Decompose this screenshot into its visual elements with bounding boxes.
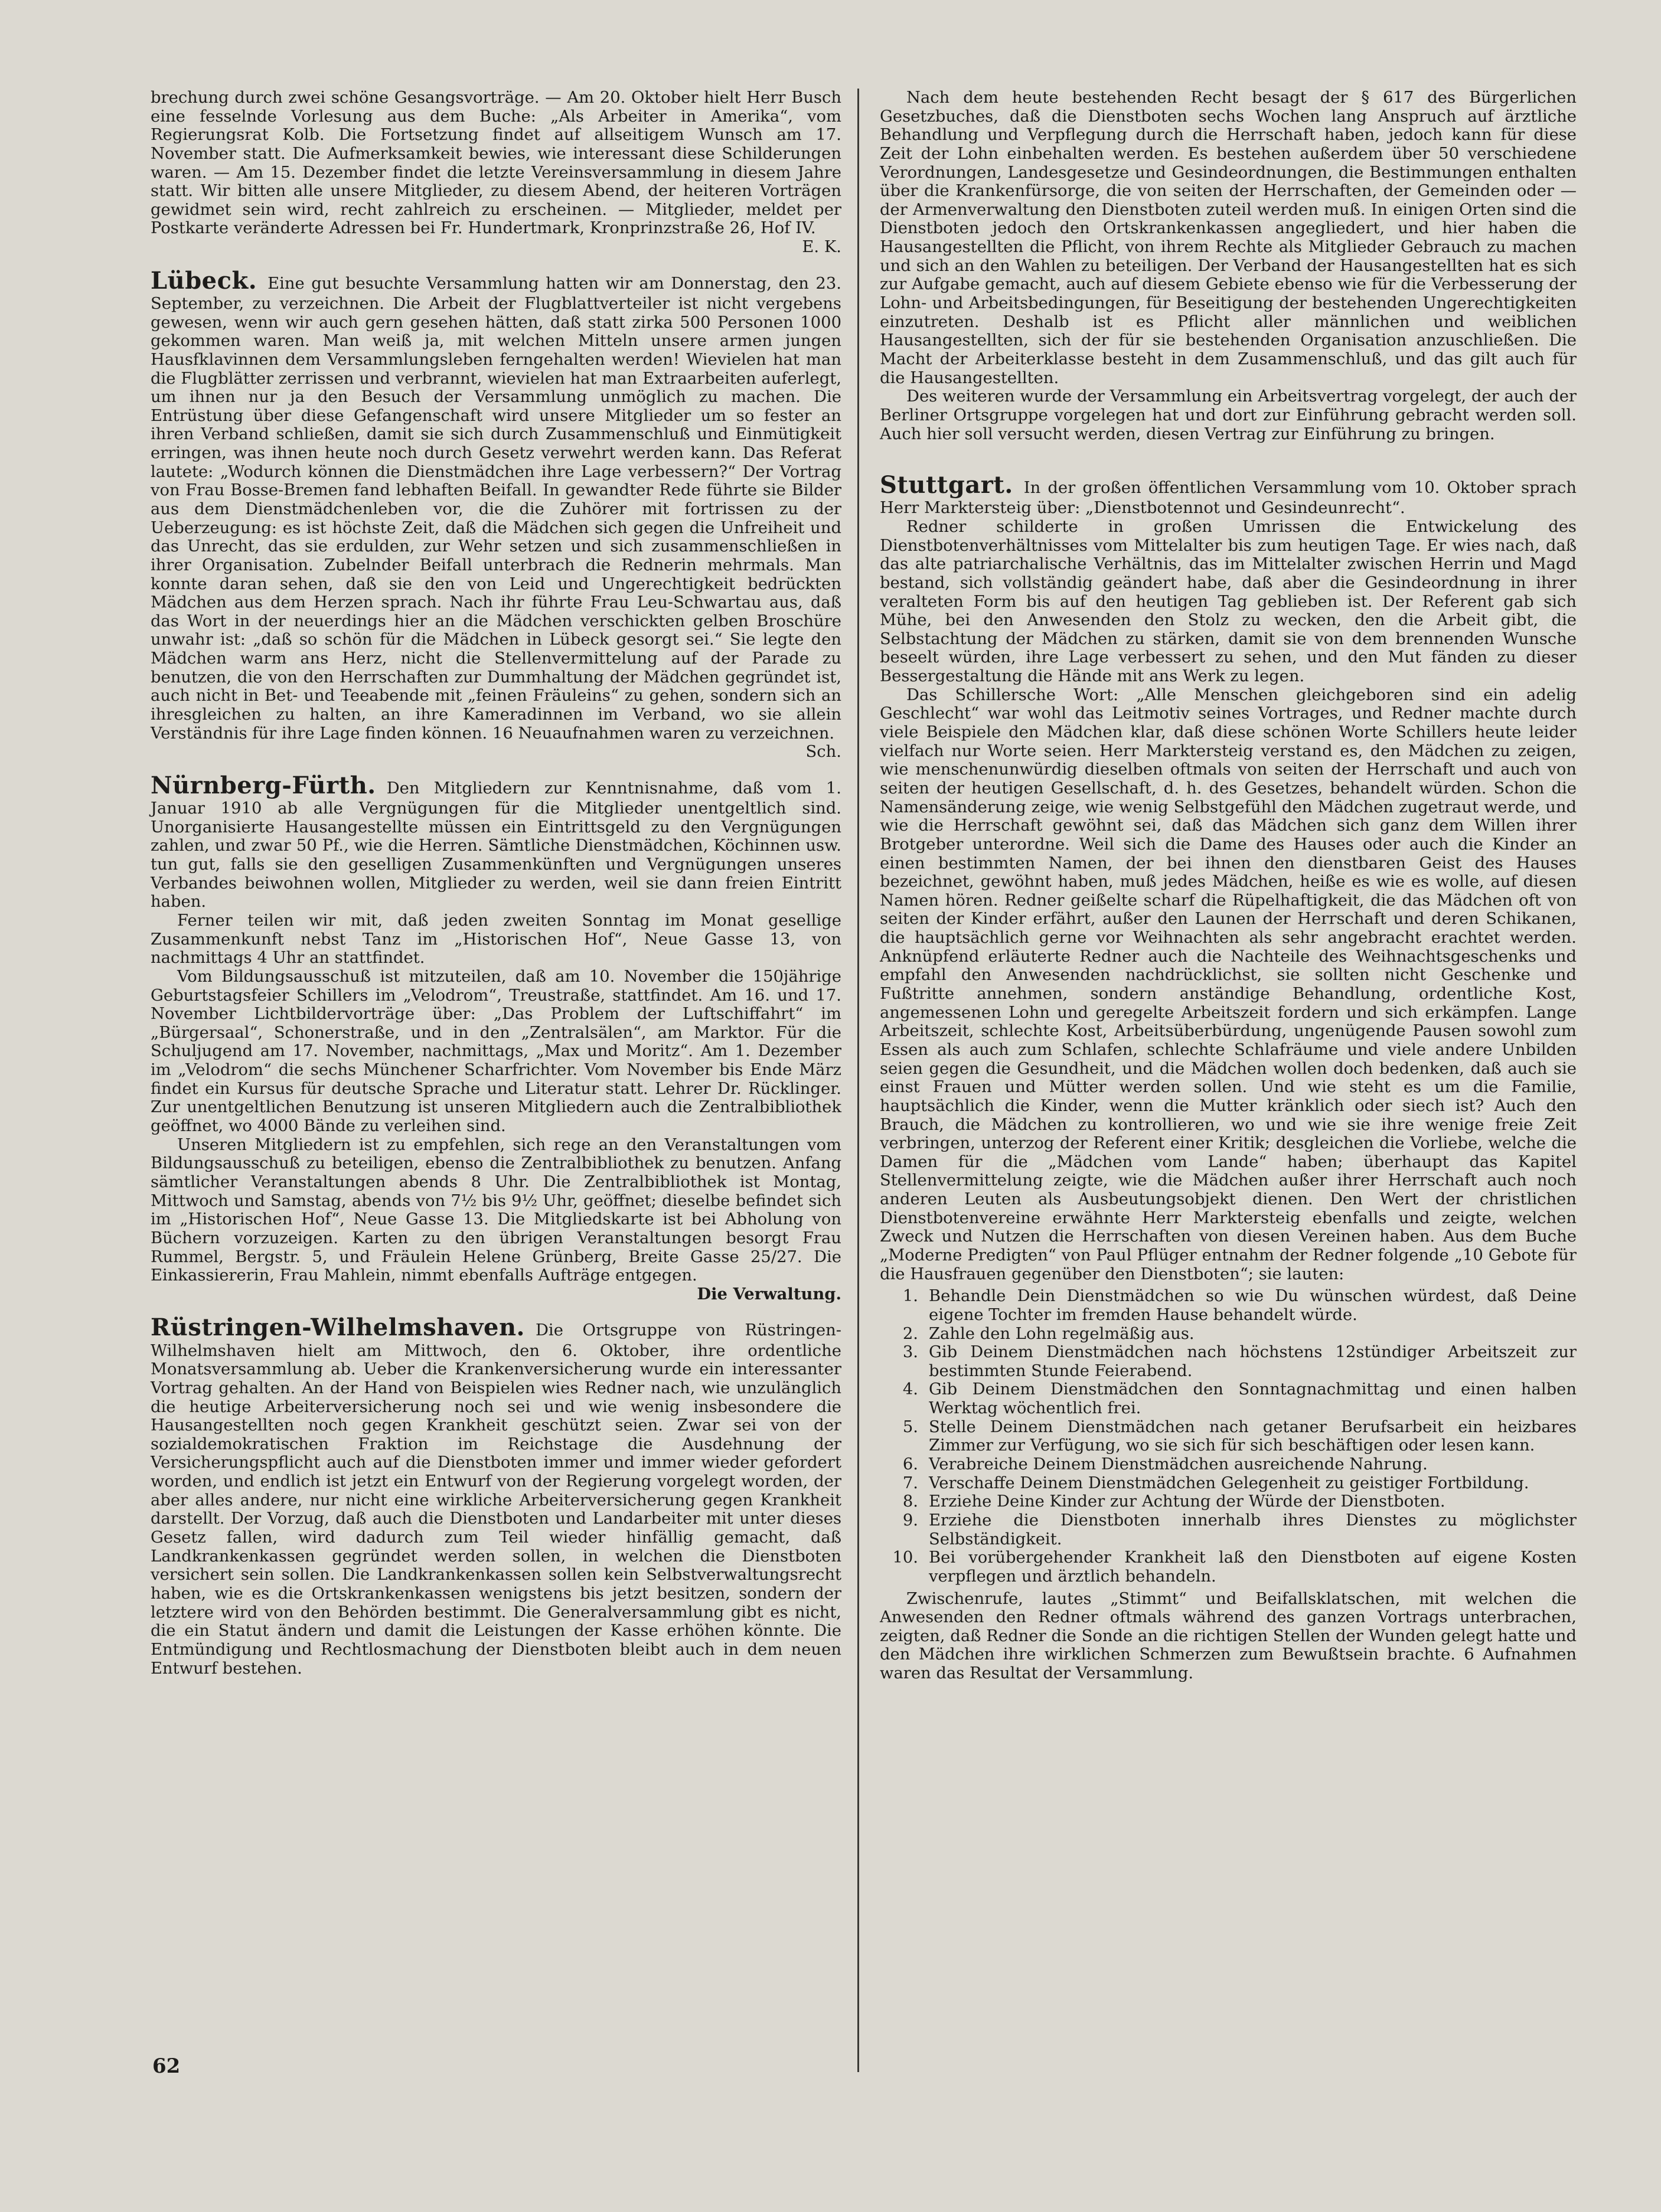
ruestringen-text: Die Ortsgruppe von Rüstringen-Wilhelmshaven hielt am Mittwoch, den 6. Oktober, ihre ordentliche Monatsversammlung ab. Ueber die Krankenversicherung wurde ein interessanter Vortrag gehalten. An der Hand von Beispielen wies Redner nach, wie unzulänglich die heutige Arbeiterversicherung noch sei und wie wenig insbesondere die Hausangestellten noch gegen Krankheit geschützt seien. Zwar sei von der sozialdemokratischen Fraktion im Reichstage die Ausdehnung der Versicherungspflicht auch auf die Dienstboten immer und immer wieder gefordert worden, und endlich ist jetzt ein Entwurf von der Regierung vorgelegt worden, der aber alles andere, nur nicht eine wirkliche Arbeiterversicherung gegen Krankheit darstellt. Der Vorzug, daß auch die Dienstboten und Landarbeiter mit unter dieses Gesetz fallen, wird dadurch zum Teil wieder hinfällig gemacht, daß Landkrankenkassen gegründet werden sollen, in welchen die Dienstboten versichert sein sollen. Die Landkrankenkassen sollen kein Selbstverwaltungsrecht haben, wie es die Ortskrankenkassen wenigstens bis jetzt besitzen, sondern der letztere wird von den Behörden bestimmt. Die Generalversammlung gibt es nicht, die ein Statut ändern und damit die Leistungen der Kasse erhöhen könnte. Die Entmündigung und Rechtlosmachung der Dienstboten bleibt auch in dem neuen Entwurf bestehen. [151,1321,841,1678]
right-paragraph-2: Des weiteren wurde der Versammlung ein Arbeitsvertrag vorgelegt, der auch der Berliner Ortsgruppe vorgelegen hat und dort zur Einführung gebracht werden soll. Auch hier soll versucht werden, diesen Vertrag zur Einführung zu bringen. [880,387,1577,443]
section-stuttgart [880,472,1577,1683]
nuernberg-paragraph-1 [151,772,841,911]
list-item: 1. Behandle Dein Dienstmädchen so wie Du wünschen würdest, daß Deine eigene Tochter im fremden Hause behandelt würde. [902,1287,1577,1324]
luebeck-signature: Sch. [805,743,841,762]
list-item: 8. Erziehe Deine Kinder zur Achtung der Würde der Dienstboten. [902,1492,1445,1511]
list-item: 6. Verabreiche Deinem Dienstmädchen ausreichende Nahrung. [902,1455,1428,1474]
ruestringen-report [151,1314,841,1678]
luebeck-text: Eine gut besuchte Versammlung hatten wir am Donnerstag, den 23. September, zu verzeichnen. Die Arbeit der Flugblattverteiler ist nicht vergebens gewesen, wenn wir auch gern gesehen hätten, daß statt zirka 500 Personen 1000 gekommen waren. Man weiß ja, mit welchen Mitteln unsere armen jungen Hausfklavinnen dem Versammlungsleben ferngehalten werden! Wievielen hat man die Flugblätter zerrissen und verbrannt, wievielen hat man Extraarbeiten auferlegt, um ihnen nur ja den Besuch der Versammlung unmöglich zu machen. Die Entrüstung über diese Gefangenschaft wird unsere Mitglieder um so fester an ihren Verband schließen, damit sie sich durch Zusammenschluß und Einmütigkeit erringen, was ihnen heute noch durch Gesetz verwehrt werden kann. Das Referat lautete: „Wodurch können die Dienstmädchen ihre Lage verbessern?“ Der Vortrag von Frau Bosse-Bremen fand lebhaften Beifall. In gewandter Rede führte sie Bilder aus dem Dienstmädchenleben vor, die die Zuhörer mit fortrissen zu der Ueberzeugung: es ist höchste Zeit, daß die Mädchen sich gegen die Unfreiheit und das Unrecht, das sie erdulden, zur Wehr setzen und sich zusammenschließen in ihrer Organisation. Zubelnder Beifall unterbrach die Rednerin mehrmals. Man konnte daran sehen, daß sie den von Leid und Ungerechtigkeit bedrückten Mädchen aus dem Herzen sprach. Nach ihr führte Frau Leu-Schwartau aus, daß das Wort in der neuerdings hier an die Mädchen verschickten gelben Broschüre unwahr ist: „daß so schön für die Mädchen in Lübeck gesorgt sei.“ Sie legte den Mädchen warm ans Herz, nicht die Stellenvermittelung auf der Parade zu benutzen, die von den Herrschaften zur Dummhaltung der Mädchen gegründet ist, auch nicht in Bet- und Teeabende mit „feinen Fräuleins“ zu gehen, sondern sich an ihresgleichen zu halten, an ihre Kameradinnen im Verband, wo sie allein Verständnis für ihre Lage finden können. 16 Neuaufnahmen waren zu verzeichnen. [151,274,841,743]
heading-luebeck: Lübeck. [151,266,257,295]
nuernberg-paragraph-4: Unseren Mitgliedern ist zu empfehlen, sich rege an den Veranstaltungen vom Bildungsausschuß zu beteiligen, ebenso die Zentralbibliothek zu benutzen. Anfang sämtlicher Veranstaltungen abends 8 Uhr. Die Zentralbibliothek ist Montag, Mittwoch und Samstag, abends von 7½ bis 9½ Uhr, geöffnet; dieselbe befindet sich im „Historischen Hof“, Neue Gasse 13. Die Mitgliedskarte ist bei Abholung von Büchern vorzuzeigen. Karten zu den übrigen Veranstaltungen besorgt Frau Rummel, Bergstr. 5, und Fräulein Helene Grünberg, Breite Gasse 25/27. Die Einkassiererin, Frau Mahlein, nimmt ebenfalls Aufträge entgegen. [151,1135,841,1285]
nuernberg-paragraph-3: Vom Bildungsausschuß ist mitzuteilen, daß am 10. November die 150jährige Geburtstagsfeier Schillers im „Velodrom“, Treustraße, stattfindet. Am 16. und 17. November Lichtbildervorträge über: „Das Problem der Luftschiffahrt“ im „Bürgersaal“, Schonerstraße, und in den „Zentralsälen“, am Marktor. Für die Schuljugend am 17. November, nachmittags, „Max und Moritz“. Am 1. Dezember im „Velodrom“ die sechs Münchener Scharfrichter. Vom November bis Ende März findet ein Kursus für deutsche Sprache und Literatur statt. Lehrer Dr. Rücklinger. Zur unentgeltlichen Benutzung ist unseren Mitgliedern auch die Zentralbibliothek geöffnet, wo 4000 Bände zu verleihen sind. [151,967,841,1136]
section-ruestringen [151,1314,841,1678]
list-item: 10. Bei vorübergehender Krankheit laß den Dienstboten auf eigene Kosten verpflegen und ärztlich behandeln. [892,1548,1577,1586]
page-number: 62 [152,2054,181,2078]
stuttgart-paragraph-2: Redner schilderte in großen Umrissen die Entwickelung des Dienstbotenverhältnisses vom Mittelalter bis zum heutigen Tage. Er wies nach, daß das alte patriarchalische Verhältnis, das im Mittelalter zwischen Herrin und Magd bestand, sich vollständig geändert habe, daß aber die Gesindeordnung in ihrer veralteten Form bis auf den heutigen Tag geblieben ist. Der Referent gab sich Mühe, bei den Anwesenden den Stolz zu wecken, den die Arbeit gibt, die Selbstachtung der Mädchen zu stärken, damit sie von dem brennenden Wunsche beseelt würden, ihre Lage verbessert zu sehen, und den Mut fänden zu dieser Bessergestaltung die Hände mit ans Werk zu legen. [880,518,1577,686]
heading-ruestringen: Rüstringen-Wilhelmshaven. [151,1314,525,1342]
stuttgart-text-1: In der großen öffentlichen Versammlung vom 10. Oktober sprach Herr Marktersteig über: „Dienstbotennot und Gesindeunrecht“. [880,479,1577,518]
list-item: 3. Gib Deinem Dienstmädchen nach höchstens 12stündiger Arbeitszeit zur bestimmten Stunde Feierabend. [902,1343,1577,1380]
stuttgart-paragraph-1 [880,472,1577,518]
heading-nuernberg: Nürnberg-Fürth. [151,771,376,799]
list-item: 9. Erziehe die Dienstboten innerhalb ihres Dienstes zu möglichster Selbständigkeit. [902,1511,1577,1548]
stuttgart-paragraph-4: Zwischenrufe, lautes „Stimmt“ und Beifallsklatschen, mit welchen die Anwesenden den Redner oftmals während des ganzen Vortrags unterbrachen, zeigten, daß Redner die Sonde an die richtigen Stellen der Wunden gelegt hatte und den Mädchen ihre wirklichen Schmerzen zum Bewußtsein brachte. 6 Aufnahmen waren das Resultat der Versammlung. [880,1589,1577,1683]
column-divider [857,89,859,2072]
nuernberg-signature: Die Verwaltung. [697,1284,841,1303]
stuttgart-paragraph-3: Das Schillersche Wort: „Alle Menschen gleichgeboren sind ein adelig Geschlecht“ war wohl das Leitmotiv seines Vortrages, und Redner machte durch viele Beispiele den Mädchen klar, daß diese schönen Worte Schillers heute leider vielfach nur Worte seien. Herr Marktersteig verstand es, den Mädchen zu zeigen, wie menschenunwürdig dieselben oftmals von seiten der Herrschaft und auch von seiten der heutigen Gesellschaft, d. h. des Gesetzes, behandelt würden. Schon die Namensänderung zeige, wie wenig Selbstgefühl den Mädchen zugetraut werde, und wie die Herrschaft gewöhnt sei, daß das Mädchen sich ganz dem Willen ihrer Brotgeber unterordne. Weil sich die Dame des Hauses oder auch die Kinder an einen bestimmten Namen, der bei ihnen den dienstbaren Geist des Hauses bezeichnet, gewöhnt haben, muß jedes Mädchen, heiße es wie es wolle, auf diesen Namen hören. Redner geißelte scharf die Rüpelhaftigkeit, die das Mädchen oft von seiten der Kinder erfährt, außer den Launen der Herrschaft und deren Schikanen, die hauptsächlich gerne vor Weihnachten als sehr angebracht erachtet werden. Anknüpfend erläuterte Redner auch die Nachteile des Weihnachtsgeschenks und empfahl den Anwesenden nachdrücklichst, sie sollten nicht Geschenke und Fußtritte annehmen, sondern anständige Behandlung, ordentliche Kost, angemessenen Lohn und geregelte Arbeitszeit fordern und sich erkämpfen. Lange Arbeitszeit, schlechte Kost, Arbeitsüberbürdung, ungenügende Pausen sowohl zum Essen als auch zum Schlafen, schlechte Schlafräume und viele andere Unbilden seien gegen die Gesundheit, und die Mädchen wollen doch bedenken, daß auch sie einst Frauen und Mütter werden sollen. Und wie steht es um die Familie, hauptsächlich die Kinder, wenn die Mutter kränklich oder siech ist? Auch den Brauch, die Mädchen zu kontrollieren, wo und wie sie ihre wenige freie Zeit verbringen, unterzog der Referent einer Kritik; desgleichen die Vorliebe, welche die Damen für die „Mädchen vom Lande“ haben; überhaupt das Kapitel Stellenvermittelung zeigte, wie die Mädchen außer ihrer Herrschaft auch noch anderen Leuten als Ausbeutungsobjekt dienen. Den Wert der christlichen Dienstbotenvereine erwähnte Herr Marktersteig ebenfalls und zeigte, welchen Zweck und Nutzen die Herrschaften von diesen Vereinen haben. Aus dem Buche „Moderne Predigten“ von Paul Pflüger entnahm der Redner folgende „10 Gebote für die Hausfrauen gegenüber den Dienstboten“; sie lauten: [880,685,1577,1283]
list-item: 7. Verschaffe Deinem Dienstmädchen Gelegenheit zu geistiger Fortbildung. [902,1473,1529,1492]
list-item: 5. Stelle Deinem Dienstmädchen nach getaner Berufsarbeit ein heizbares Zimmer zur Verfügung, wo sie sich für sich beschäftigen oder lesen kann. [902,1417,1577,1455]
section-nuernberg [151,772,841,1303]
luebeck-report [151,267,841,743]
right-paragraph-1: Nach dem heute bestehenden Recht besagt der § 617 des Bürgerlichen Gesetzbuches, daß die Dienstboten sechs Wochen lang Anspruch auf ärztliche Behandlung und Verpflegung durch die Herrschaft haben, jedoch kann für diese Zeit der Lohn einbehalten werden. Es bestehen außerdem über 50 verschiedene Verordnungen, Landesgesetze und Gesindeordnungen, die Bestimmungen enthalten über die Krankenfürsorge, die von seiten der Herrschaften, der Gemeinden oder — der Armenverwaltung den Dienstboten zuteil werden muß. In einigen Orten sind die Dienstboten jedoch den Ortskrankenkassen angegliedert, und hier haben die Hausangestellten die Pflicht, von ihrem Rechte als Mitglieder Gebrauch zu machen und sich an den Wahlen zu beteiligen. Der Verband der Hausangestellten hat es sich zur Aufgabe gemacht, auch auf diesem Gebiete ebenso wie für die Verbesserung der Lohn- und Arbeitsbedingungen, für Beseitigung der bestehenden Ungerechtigkeiten einzutreten. Deshalb ist es Pflicht aller männlichen und weiblichen Hausangestellten, sich der für sie bestehenden Organisation anzuschließen. Die Macht der Arbeiterklasse besteht in dem Zusammenschluß, und das gilt auch für die Hausangestellten. [880,89,1577,387]
list-item: 4. Gib Deinem Dienstmädchen den Sonntagnachmittag und einen halben Werktag wöchentlich frei. [902,1380,1577,1418]
ten-commandments-list [880,1287,1577,1586]
right-column [880,89,1577,1683]
list-item: 2. Zahle den Lohn regelmäßig aus. [902,1324,1195,1343]
intro-paragraph: brechung durch zwei schöne Gesangsvorträge. — Am 20. Oktober hielt Herr Busch eine fesselnde Vorlesung aus dem Buche: „Als Arbeiter in Amerika“, vom Regierungsrat Kolb. Die Fortsetzung findet auf allseitigem Wunsch am 17. November statt. Die Aufmerksamkeit bewies, wie interessant diese Schilderungen waren. — Am 15. Dezember findet die letzte Vereinsversammlung in diesem Jahre statt. Wir bitten alle unsere Mitglieder, zu diesem Abend, der heiteren Vorträgen gewidmet sein wird, recht zahlreich zu erscheinen. — Mitglieder, meldet per Postkarte veränderte Adressen bei Fr. Hundertmark, Kronprinzstraße 26, Hof IV. [151,89,841,238]
left-column [151,89,841,1678]
section-luebeck [151,267,841,762]
nuernberg-paragraph-2: Ferner teilen wir mit, daß jeden zweiten Sonntag im Monat gesellige Zusammenkunft nebst Tanz im „Historischen Hof“, Neue Gasse 13, von nachmittags 4 Uhr an stattfindet. [151,911,841,968]
heading-stuttgart: Stuttgart. [880,471,1013,499]
nuernberg-text-1: Den Mitgliedern zur Kenntnisnahme, daß vom 1. Januar 1910 ab alle Vergnügungen für die Mitglieder unentgeltlich sind. Unorganisierte Hausangestellte müssen ein Eintrittsgeld zu den Vergnügungen zahlen, und zwar 50 Pf., wie die Herren. Sämtliche Dienstmädchen, Köchinnen usw. tun gut, falls sie den geselligen Zusammenkünften und Vergnügungen unseres Verbandes beiwohnen wollen, Mitglieder zu werden, weil sie dann freien Eintritt haben. [151,779,841,911]
intro-signature: E. K. [802,238,841,257]
